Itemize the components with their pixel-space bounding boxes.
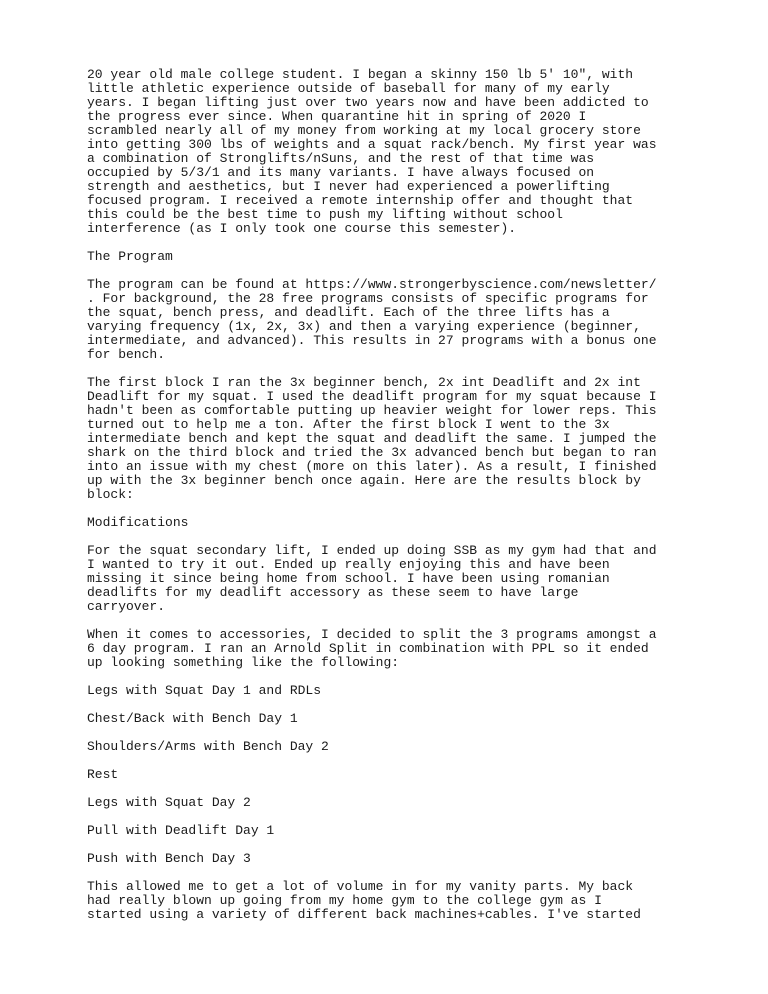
schedule-day-5: Legs with Squat Day 2 (87, 795, 251, 810)
program-paragraph: The program can be found at https://www.strongerbyscience.com/newsletter/ . For background, the 28 free programs consists of specific programs for the squat, bench press, and deadlift. Each of the three lifts has a varying frequency (1x, 2x, 3x) and then a varying experience (beginner, intermediate, and advanced). This results in 27 programs with a bonus one for bench. (87, 277, 657, 362)
volume-paragraph: This allowed me to get a lot of volume in for my vanity parts. My back had really blown up going from my home gym to the college gym as I started using a variety of different back machines+cables. I've started (87, 879, 641, 922)
schedule-day-4: Rest (87, 767, 119, 782)
intro-paragraph: 20 year old male college student. I began a skinny 150 lb 5' 10", with little athletic experience outside of baseball for many of my early years. I began lifting just over two years now and have been addicted to the progress ever since. When quarantine hit in spring of 2020 I scrambled nearly all of my money from working at my local grocery store into getting 300 lbs of weights and a squat rack/bench. My first year was a combination of Stronglifts/nSuns, and the rest of that time was occupied by 5/3/1 and its many variants. I have always focused on strength and aesthetics, but I never had experienced a powerlifting focused program. I received a remote internship offer and thought that this could be the best time to push my lifting without school interference (as I only took one course this semester). (87, 67, 657, 236)
document-body (87, 68, 687, 936)
schedule-day-7: Push with Bench Day 3 (87, 851, 251, 866)
schedule-day-1: Legs with Squat Day 1 and RDLs (87, 683, 322, 698)
blocks-paragraph: The first block I ran the 3x beginner bench, 2x int Deadlift and 2x int Deadlift for my squat. I used the deadlift program for my squat because I hadn't been as comfortable putting up heavier weight for lower reps. This turned out to help me a ton. After the first block I went to the 3x intermediate bench and kept the squat and deadlift the same. I jumped the shark on the third block and tried the 3x advanced bench but began to ran into an issue with my chest (more on this later). As a result, I finished up with the 3x beginner bench once again. Here are the results block by block: (87, 375, 657, 502)
section-heading-modifications: Modifications (87, 515, 189, 530)
schedule-day-2: Chest/Back with Bench Day 1 (87, 711, 298, 726)
section-heading-program: The Program (87, 249, 173, 264)
schedule-day-6: Pull with Deadlift Day 1 (87, 823, 275, 838)
accessories-paragraph: When it comes to accessories, I decided to split the 3 programs amongst a 6 day program. I ran an Arnold Split in combination with PPL so it ended up looking something like the following: (87, 627, 657, 670)
schedule-day-3: Shoulders/Arms with Bench Day 2 (87, 739, 329, 754)
modifications-paragraph: For the squat secondary lift, I ended up doing SSB as my gym had that and I wanted to try it out. Ended up really enjoying this and have been missing it since being home from school. I have been using romanian deadlifts for my deadlift accessory as these seem to have large carryover. (87, 543, 657, 614)
